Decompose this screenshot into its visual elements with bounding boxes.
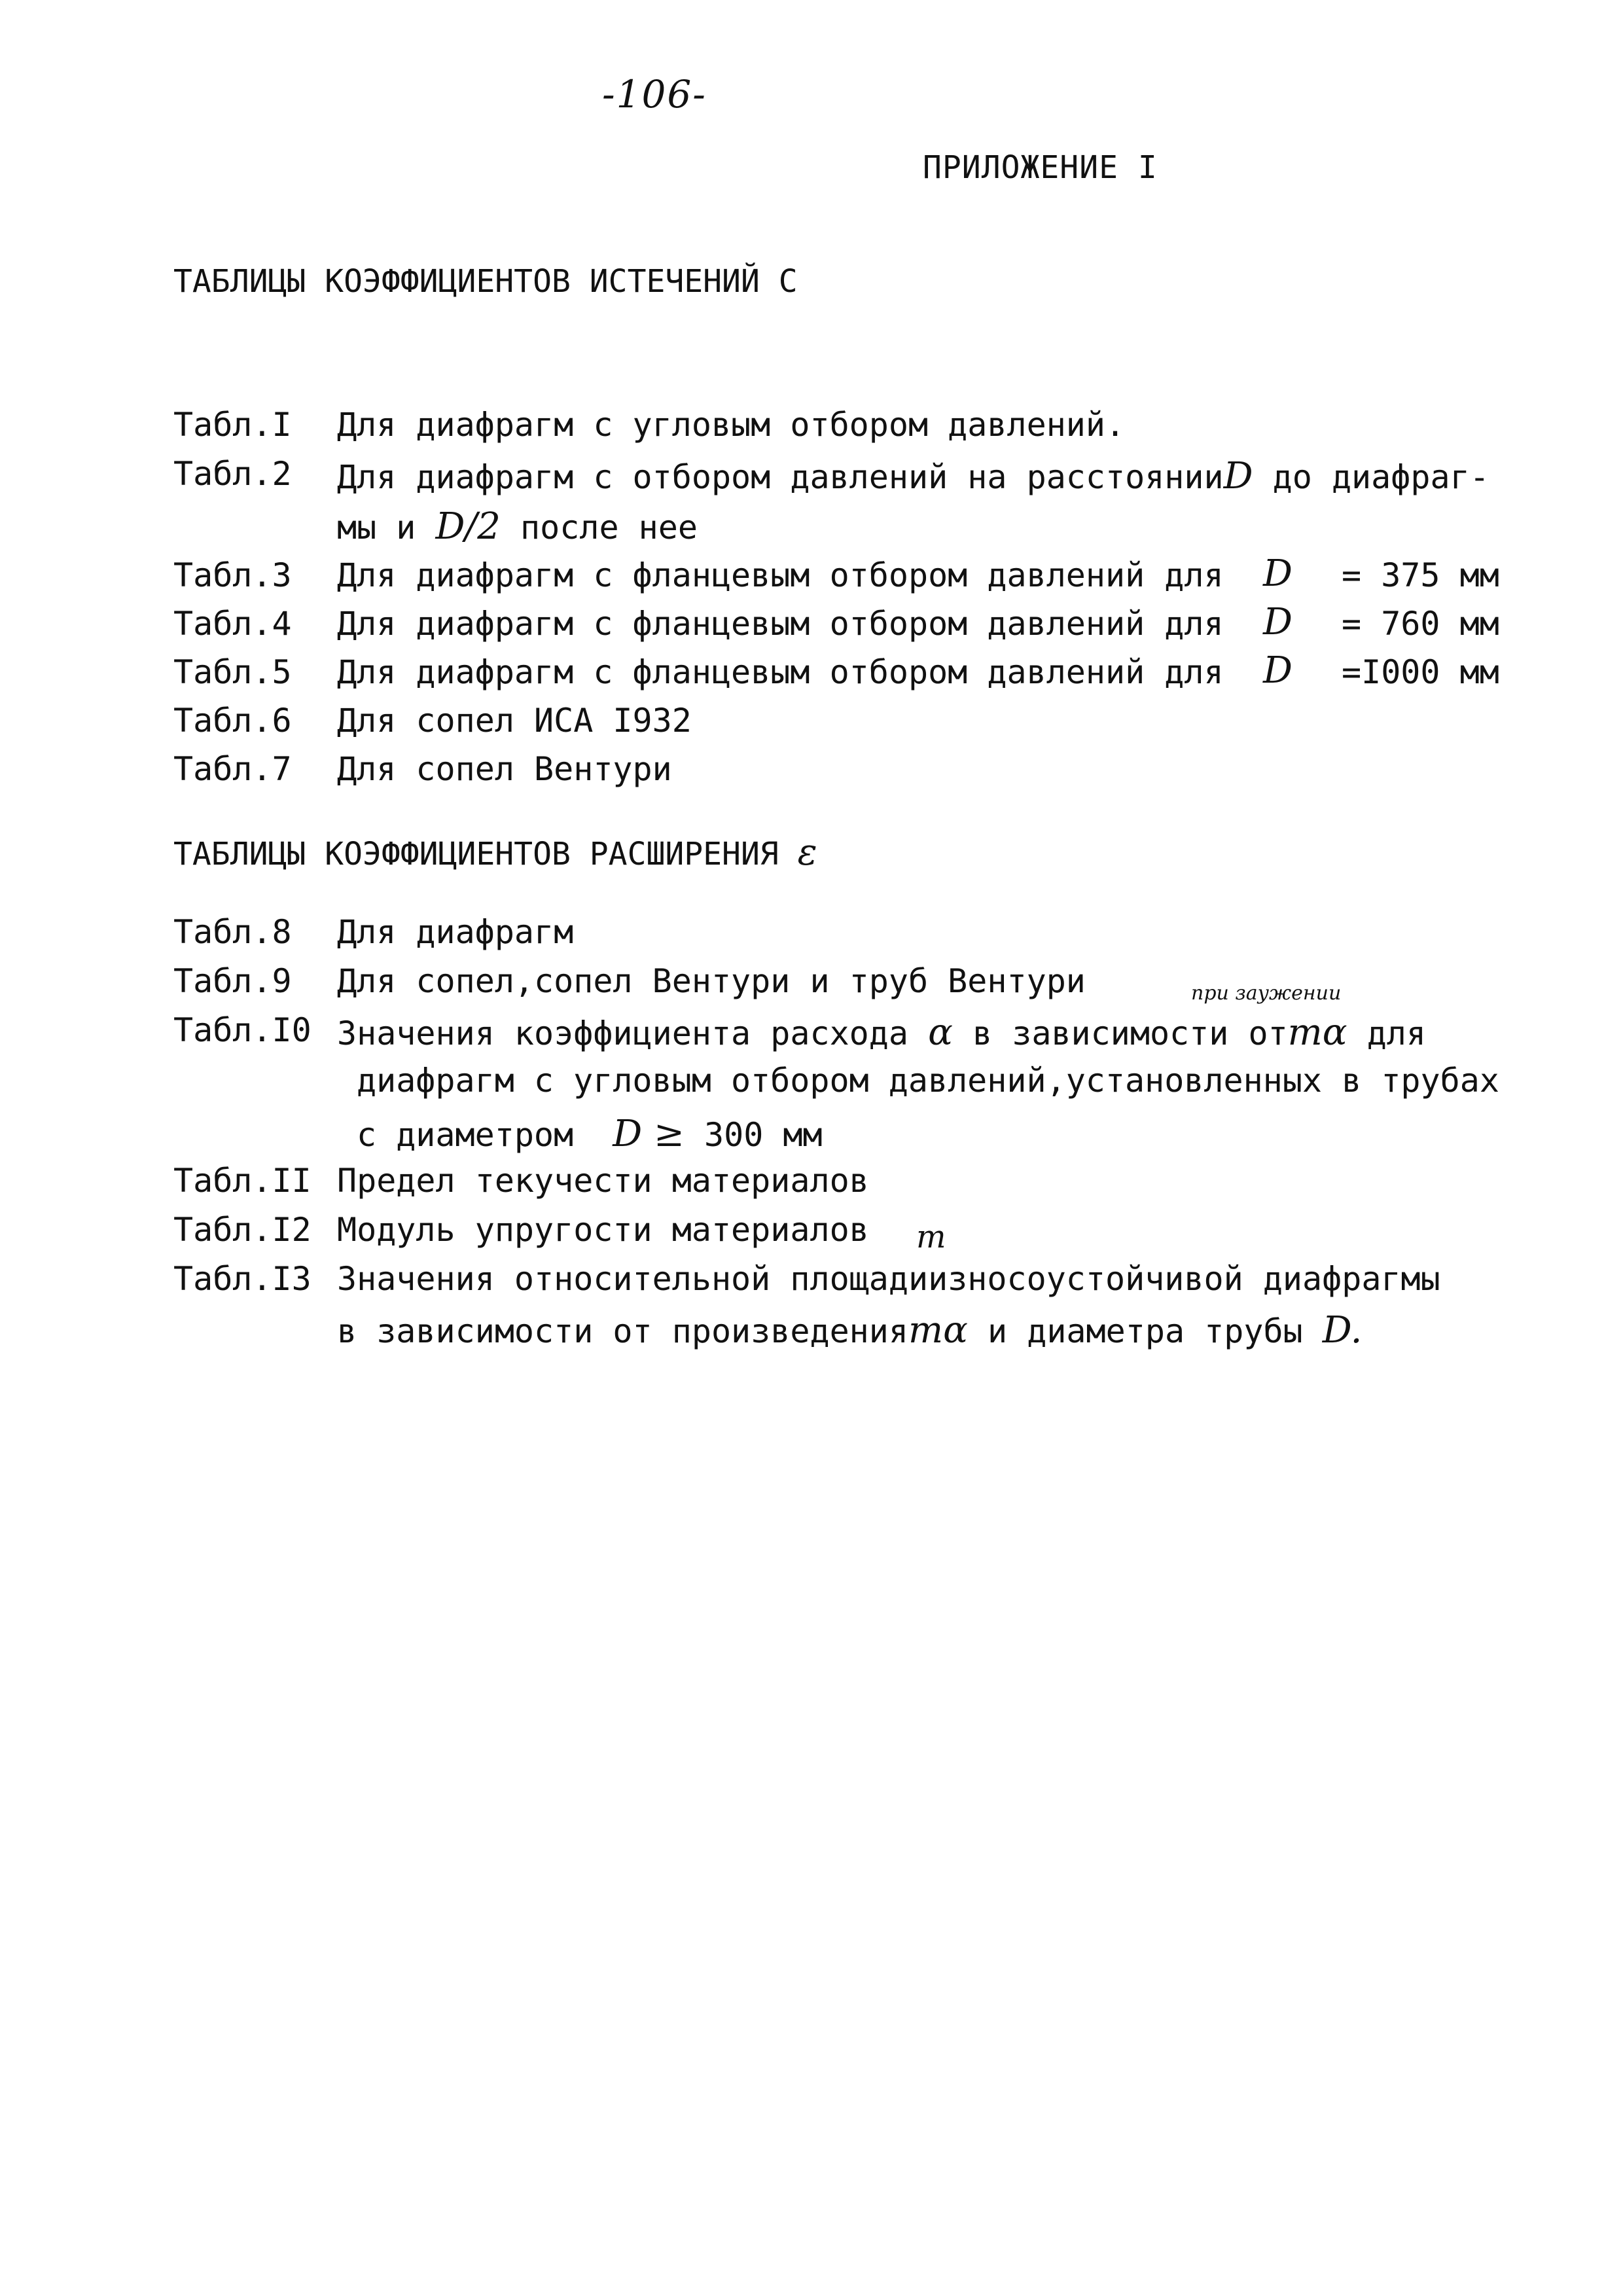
table-description: Для диафрагм с фланцевым отбором давлений для (337, 653, 1224, 691)
table-row (173, 750, 1522, 798)
diameter-value: = 760 мм (1342, 605, 1499, 643)
table-label: Табл.5 (173, 653, 292, 691)
appendix-title: ПРИЛОЖЕНИЕ I (923, 149, 1158, 186)
symbol-d-half: D/2 (435, 505, 501, 548)
table-description: Для диафрагм с фланцевым отбором давлений для (337, 605, 1224, 643)
table-description: Значения относительной площадиизносоустойчивой диафрагмы (337, 1260, 1440, 1298)
table-description: Для диафрагм с отбором давлений на расстоянииD до диафраг- (337, 455, 1489, 497)
symbol-m-alpha: mα (908, 1309, 968, 1352)
table-description: Для сопел,сопел Вентури и труб Вентури (337, 962, 1086, 1000)
table-description-continuation: с диаметром D ≥ 300 мм (357, 1113, 823, 1155)
table-row (173, 406, 1522, 454)
symbol-m-alpha: mα (1287, 1011, 1347, 1054)
table-label: Табл.4 (173, 605, 292, 643)
table-label: Табл.6 (173, 702, 292, 740)
table-label: Табл.II (173, 1162, 312, 1200)
handwritten-note: при заужении (1191, 982, 1342, 1005)
table-label: Табл.2 (173, 455, 292, 493)
table-description: Модуль упругости материалов (337, 1211, 869, 1249)
diameter-value: =I000 мм (1342, 653, 1499, 691)
symbol-d: D. (1322, 1309, 1363, 1352)
table-row (173, 1162, 1522, 1210)
table-description-continuation: в зависимости от произведенияmα и диаметра трубы D. (337, 1309, 1363, 1352)
table-label: Табл.I2 (173, 1211, 312, 1249)
table-description: Для сопел ИСА I932 (337, 702, 692, 740)
table-description-continuation: диафрагм с угловым отбором давлений,установленных в трубах (357, 1062, 1499, 1100)
page-number: -106- (602, 72, 707, 117)
table-row (173, 913, 1522, 961)
table-description: Предел текучести материалов (337, 1162, 869, 1200)
table-label: Табл.9 (173, 962, 292, 1000)
table-row (173, 649, 1522, 702)
symbol-d: D (1263, 649, 1293, 692)
table-description: Значения коэффициента расхода α в зависимости отmα для (337, 1011, 1427, 1054)
table-label: Табл.I3 (173, 1260, 312, 1298)
diameter-value: = 375 мм (1342, 556, 1499, 594)
section-heading-flow-coefficients: ТАБЛИЦЫ КОЭФФИЦИЕНТОВ ИСТЕЧЕНИЙ С (173, 263, 798, 300)
section-heading-expansion-coefficients: ТАБЛИЦЫ КОЭФФИЦИЕНТОВ РАСШИРЕНИЯ ε (173, 831, 817, 874)
symbol-epsilon: ε (797, 831, 817, 874)
table-description: Для диафрагм (337, 913, 574, 951)
table-description-continuation: мы и D/2 после нее (337, 505, 698, 548)
table-description: Для сопел Вентури (337, 750, 672, 788)
table-description: Для диафрагм с фланцевым отбором давлений для (337, 556, 1224, 594)
table-label: Табл.I0 (173, 1011, 312, 1049)
table-label: Табл.8 (173, 913, 292, 951)
table-row (173, 1211, 1522, 1259)
table-row (173, 1011, 1522, 1060)
symbol-alpha: α (928, 1011, 953, 1054)
table-row (173, 552, 1522, 605)
symbol-d-geq: D ≥ (613, 1113, 685, 1155)
table-row (173, 455, 1522, 503)
table-row (173, 601, 1522, 653)
symbol-d: D (1223, 455, 1253, 497)
table-row (173, 1260, 1522, 1308)
table-label: Табл.I (173, 406, 292, 444)
symbol-d: D (1263, 601, 1293, 643)
table-row (173, 702, 1522, 750)
table-description: Для диафрагм с угловым отбором давлений. (337, 406, 1126, 444)
symbol-d: D (1263, 552, 1293, 595)
table-label: Табл.7 (173, 750, 292, 788)
table-label: Табл.3 (173, 556, 292, 594)
handwritten-m: m (916, 1219, 946, 1255)
